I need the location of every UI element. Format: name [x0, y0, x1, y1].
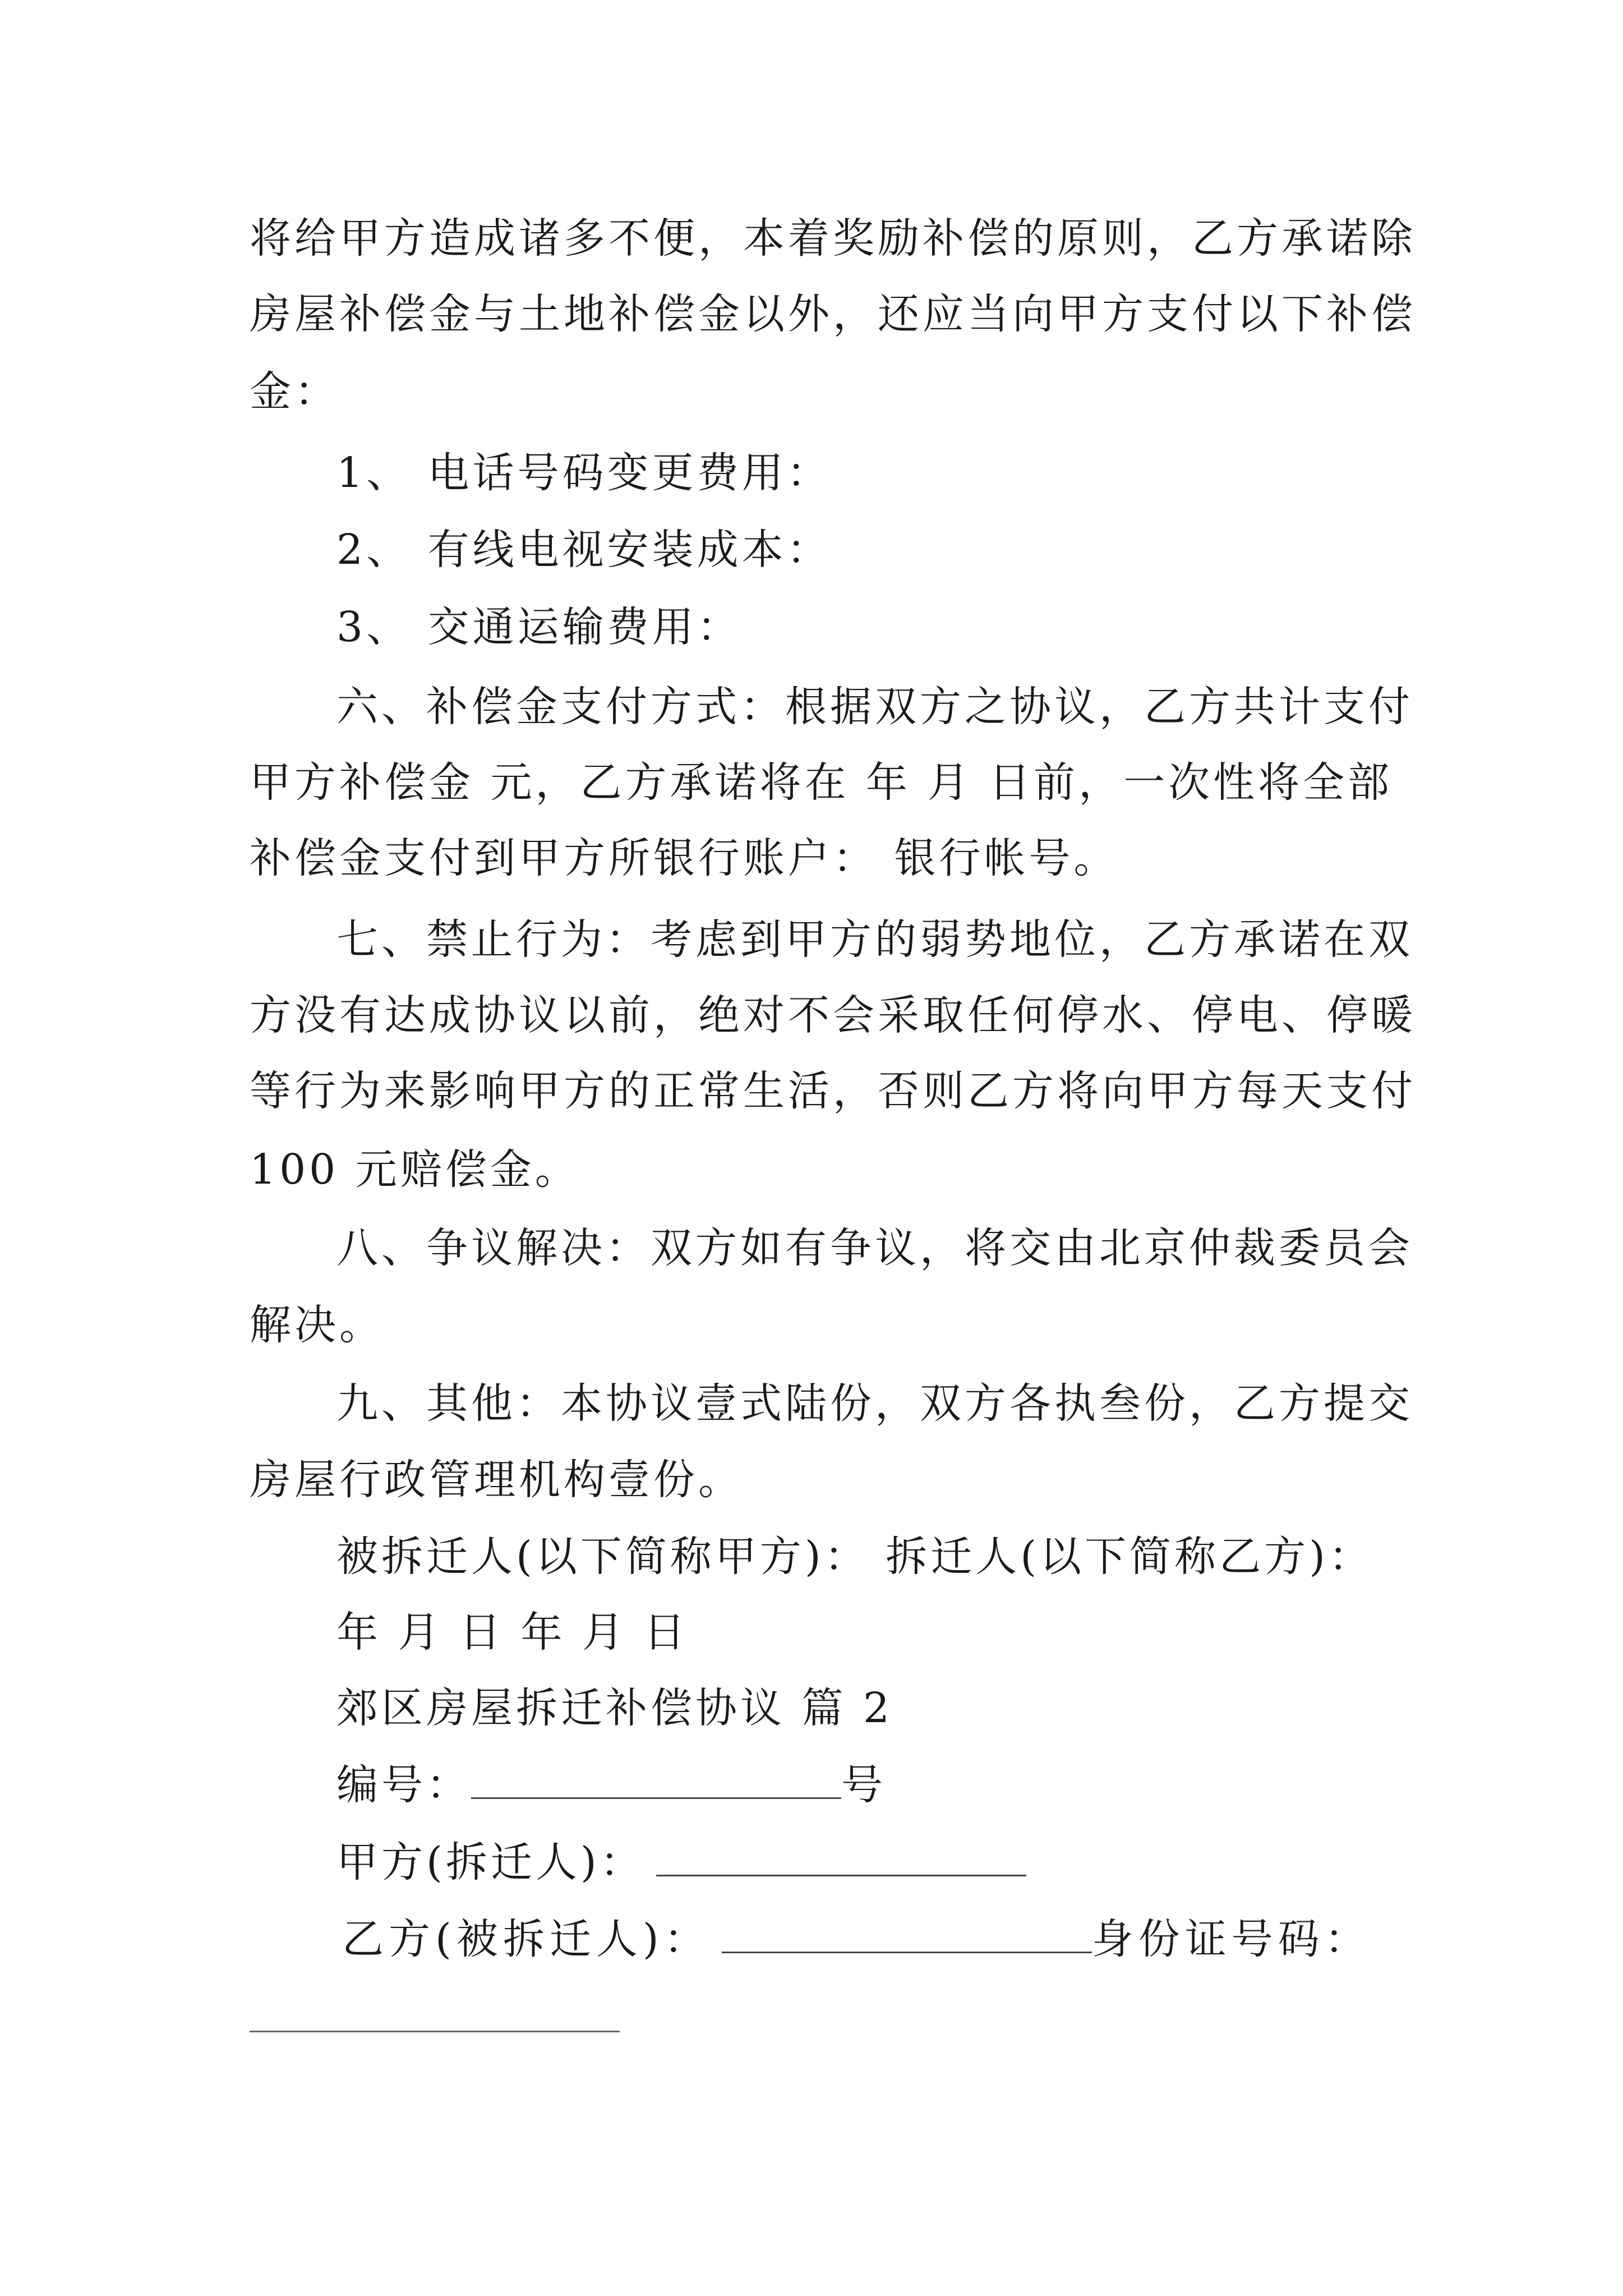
party-a-label: 甲方(拆迁人)： — [336, 1838, 645, 1887]
party-b-label: 乙方(被拆迁人)： — [342, 1915, 711, 1963]
clause-heading: 八、争议解决：双方如有争议，将交由北京仲裁委员会 — [336, 1224, 1413, 1272]
number-label: 编号： — [336, 1761, 471, 1809]
clause-heading: 六、补偿金支付方式：根据双方之协议，乙方共计支付 — [336, 683, 1413, 731]
clause-heading: 七、禁止行为：考虑到甲方的弱势地位，乙方承诺在双 — [336, 915, 1413, 964]
list-item: 1、 电话号码变更费用： — [336, 449, 832, 497]
party-a-blank[interactable] — [656, 1833, 1026, 1876]
section-title: 郊区房屋拆迁补偿协议 篇 2 — [336, 1684, 893, 1732]
party-b-blank[interactable] — [722, 1910, 1092, 1953]
date-line: 年 月 日 年 月 日 — [336, 1608, 689, 1657]
party-b-row — [342, 1910, 1371, 1967]
signature-line: 被拆迁人(以下简称甲方)： 拆迁人(以下简称乙方)： — [336, 1533, 1374, 1581]
number-field-row — [336, 1756, 886, 1813]
list-item: 2、 有线电视安装成本： — [336, 526, 832, 574]
list-item: 3、 交通运输费用： — [336, 603, 742, 651]
number-suffix: 号 — [841, 1761, 886, 1809]
number-blank[interactable] — [471, 1756, 841, 1799]
body-line: 将给甲方造成诸多不便，本着奖励补偿的原则，乙方承诺除 — [250, 214, 1416, 263]
body-line: 等行为来影响甲方的正常生活，否则乙方将向甲方每天支付 — [250, 1067, 1416, 1115]
body-line: 房屋补偿金与土地补偿金以外，还应当向甲方支付以下补偿 — [250, 290, 1416, 338]
clause-heading: 九、其他：本协议壹式陆份，双方各执叁份，乙方提交 — [336, 1379, 1413, 1428]
body-line: 金： — [250, 367, 339, 416]
body-line: 100 元赔偿金。 — [250, 1145, 580, 1194]
body-line: 方没有达成协议以前，绝对不会采取任何停水、停电、停暖 — [250, 991, 1416, 1039]
id-label: 身份证号码： — [1091, 1915, 1371, 1963]
body-line: 补偿金支付到甲方所银行账户： 银行帐号。 — [250, 834, 1119, 882]
party-a-row — [336, 1833, 1026, 1890]
body-line: 房屋行政管理机构壹份。 — [250, 1456, 743, 1504]
body-line: 甲方补偿金 元，乙方承诺将在 年 月 日前，一次性将全部 — [250, 758, 1393, 807]
body-line: 解决。 — [250, 1301, 384, 1349]
id-number-blank[interactable] — [250, 2031, 620, 2032]
